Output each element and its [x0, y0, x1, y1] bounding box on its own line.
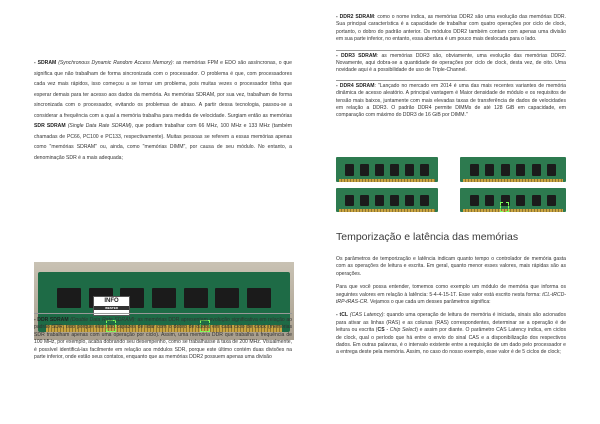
sdram-term: - SDRAM: [34, 60, 57, 66]
ddr4-paragraph: [336, 83, 566, 120]
ddr-section: [34, 313, 292, 361]
sdram-expansion: (Synchronous Dynamic Random Access Memory): [58, 60, 173, 66]
ddr3-term: - DDR3 SDRAM: [336, 52, 377, 59]
timing-paragraph-2: Para que você possa entender, tomemos como exemplo um módulo de memória que informa os seguintes valores em relação à latência: 5-4-4-15-1T. Esse valor está escrito nesta forma: tCL-tRCD-tRP-tRAS-CR. Vejamos o que cada um desses parâmetros significa:: [336, 284, 566, 306]
section-title: Temporização e latência das memórias: [336, 231, 519, 243]
cs-expansion: - Chip Select: [384, 327, 417, 334]
latency-format: tCL-tRCD-tRP-tRAS-CR: [336, 291, 566, 306]
timing-paragraph-1: Os parâmetros de temporização e latência indicam quanto tempo o controlador de memória gasta com as operações de leitura e escrita. Em geral, quanto menor esses valores, mais rápidas são as operações.: [336, 256, 566, 277]
sdr-expansion: (Single Data Rate SDRAM): [67, 123, 132, 129]
sdr-term: SDR SDRAM: [34, 123, 66, 129]
ddr-generations-section: [336, 14, 566, 125]
ddr3-paragraph: [336, 53, 566, 75]
ddr2-term: - DDR2 SDRAM: [336, 14, 375, 20]
ddr3-block: [336, 50, 566, 75]
ddr-memory-module-photo-2: [460, 157, 566, 182]
tcl-expansion: (CAS Latency): [349, 312, 384, 319]
ddr-notch-marker: [500, 202, 509, 212]
ddr4-term: - DDR4 SDRAM: [336, 82, 375, 89]
tcl-term: - tCL: [336, 312, 349, 319]
ddr-expansion: (Double Data Rate SDRAM): [70, 317, 135, 323]
ddr3-text: : as memórias DDR3 são, obviamente, uma evolução das memórias DDR2. Novamente, aqui dobra-se a quantidade de operações por ciclo de clock, desta vez, de oito. Uma novidade aqui é a possibilidade de uso de Triple-Channel.: [336, 52, 566, 74]
cs-term: CS: [377, 327, 385, 334]
timing-section: [336, 256, 566, 363]
ddr4-text: : "Lançado no mercado em 2014 é uma das mais recentes variantes de memória dinâmica de acesso aleatório. A principal vantagem é Maior densidade de módulo e os requisitos de tensão mais baixos, juntamente com mais elevadas taxas de transferência de dados de velocidades em relação a DDR3. O padrão DDR4 permite DIMMs de até 128 GiB em capacidade, em comparação com máximo do DDR3 de 16 GiB por DIMM.": [336, 82, 566, 119]
ddr-text: : as memórias DDR apresentam evolução significativa em relação ao padrão SDR, isso porque elas são capazes de lidar com o dobro de dados em cada ciclo de clock (memórias SDR trabalham apenas com uma operação por ciclo). Assim, uma memória DDR que trabalha à frequência de 100 MHz, por exemplo, acaba dobrando seu desempenho, como se trabalhasse à taxa de 200 MHz. Visualmente, é possível identificá-las facilmente em relação aos módulos SDR, porque este último contém duas divisões na parte inferior, onde estão seus contatos, enquanto que as memórias DDR2 possuem apenas uma divisão: [34, 317, 292, 361]
ddr-memory-module-photo-4: [460, 188, 566, 212]
sdram-text-1: : as memórias FPM e EDO são assíncronas, o que significa que não trabalham de forma sincronizada com o processador. O problema é que, com processadores cada vez mais rápidos, isso começou a se tornar um problema, pois muitas vezes o processador tinha que esperar demais para ter acesso aos dados da memória. As memórias SDRAM, por sua vez, trabalham de forma sincronizada com o processador, evitando os problemas de atraso. A partir dessa tecnologia, passou-se a considerar a frequência com a qual a memória trabalha para medida de velocidade. Surgiam então as memórias: [34, 60, 292, 119]
sdram-text-2: , que podiam trabalhar com 66 MHz, 100 MHz e 133 MHz (também chamadas de PC66, PC100 e PC133, respectivamente). Muitas pessoas se referem a essas memórias apenas como "memórias SDRAM" ou, ainda, como "memórias DIMM", por causa de seu módulo. No entanto, a denominação SDR é a mais adequada;: [34, 123, 292, 161]
ddr2-paragraph: [336, 14, 566, 44]
ddr-term: - DDR SDRAM: [34, 317, 69, 323]
tcl-paragraph: - tCL (CAS Latency): quando uma operação de leitura de memória é iniciada, sinais são acionados para ativar as linhas (RAS) e as colunas (RAS) correspondentes, determinar se a operação é de leitura ou escrita (CS - Chip Select) e assim por diante. O parâmetro CAS Latency indica, em ciclos de clock, qual o período que há entre o envio do sinal CAS e a disponibilização dos respectivos dados. Em outras palavras, é o intervalo existente entre a requisição de um dado pelo processador e a entrega deste pela memória. Assim, no caso do nosso exemplo, esse valor é de 5 ciclos de clock;: [336, 312, 567, 356]
sdram-paragraph: [34, 58, 292, 163]
ddr2-text: : como o nome indica, as memórias DDR2 são uma evolução das memórias DDR. Sua principal característica é a capacidade de trabalhar com quatro operações por ciclo de clock, portanto, o dobro do padrão anterior. Os módulos DDR2 também contam com apenas uma divisão em sua parte inferior, no entanto, essa abertura é um pouco mais deslocada para o lado.: [336, 14, 567, 43]
ddr-memory-module-photo-3: [336, 188, 438, 212]
ddr4-block: [336, 80, 566, 120]
ddr-paragraph: [34, 317, 292, 361]
ddr-memory-module-photo-1: [336, 157, 438, 182]
info-wester-logo: INFO WESTER: [93, 296, 130, 316]
sdram-section: [34, 58, 292, 163]
